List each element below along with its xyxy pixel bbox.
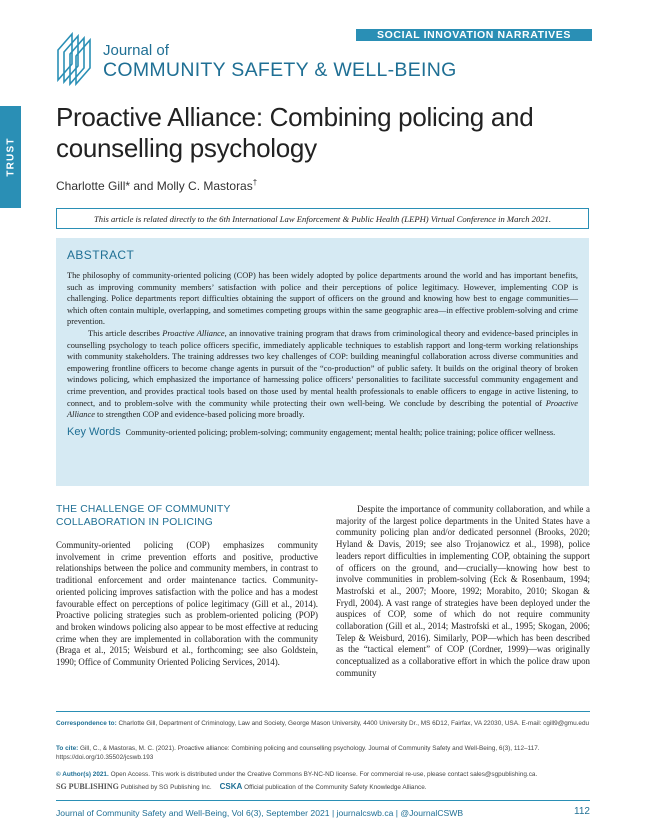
running-footer: Journal of Community Safety and Well-Being, Vol 6(3), September 2021 | journalcswb.ca | @JournalCSWB xyxy=(56,808,464,818)
footnote-divider xyxy=(56,711,590,712)
authors-footnote-mark: † xyxy=(252,178,258,187)
body-column-right xyxy=(336,504,590,680)
publisher-line: SG PUBLISHING Published by SG Publishing Inc. CSKA Official publication of the Community Safety Knowledge Alliance. xyxy=(56,782,427,791)
section-banner: SOCIAL INNOVATION NARRATIVES xyxy=(356,29,592,41)
body-paragraph: Community-oriented policing (COP) emphasizes community involvement in crime prevention efforts and positive, productive relationships between the police and community members, in contrast to traditional enforcement and order maintenance tactics. Community-oriented policing improves satisfaction with the police and has a modest favourable effect on perceptions of police legitimacy (Gill et al., 2014). Proactive policing strategies such as problem-oriented policing (POP) and broken windows policing also appear to be most effective at reducing crime when they are implemented in collaboration with the community (Braga et al., 2015; Weisburd et al., forthcoming; see also Goldstein, 1990; Office of Community Oriented Policing Services, 2014). xyxy=(56,540,318,668)
journal-name: COMMUNITY SAFETY & WELL-BEING xyxy=(103,59,457,81)
sg-publishing-logo: SG PUBLISHING xyxy=(56,782,119,791)
keywords xyxy=(67,427,578,439)
citation-note: To cite: Gill, C., & Mastoras, M. C. (2021). Proactive alliance: Combining policing and counselling psychology. Journal of Community Safety and Well-Being, 6(3), 112–117. https://doi.org/10.35502/jcswb.193 xyxy=(56,745,540,761)
authors-names: Charlotte Gill* and Molly C. Mastoras xyxy=(56,179,253,193)
body-column-left xyxy=(56,540,318,669)
page-number: 112 xyxy=(574,806,590,817)
abstract-box xyxy=(56,238,589,486)
side-tab-trust xyxy=(0,106,21,208)
abstract-paragraph-1: The philosophy of community-oriented policing (COP) has been widely adopted by police departments around the world and has important benefits, such as improving community members’ satisfaction with police and their perceptions of police legitimacy. However, implementing COP is challenging. Police departments report difficulties obtaining the support of officers on the ground and knowing how best to engage communities—which often contain multiple, overlapping, and sometimes competing groups within the same geographic area—in effective problem-solving and crime prevention. xyxy=(67,271,578,327)
abstract-paragraph-2: This article describes Proactive Alliance, an innovative training program that draws from criminological theory and evidence-based principles in counselling psychology to teach police officers specific, immediately applicable techniques to establish rapport and long-term working relationships with community stakeholders. The training addresses two key challenges of COP: building meaningful collaboration across diverse communities and empowering frontline officers to become change agents in pursuit of the “co-production” of public safety. It builds on the original theory of broken windows policing, which emphasized the importance of harnessing police officers’ personalities to facilitate successful community engagement and crime prevention, and provides practical tools based on those used by mental health professionals to enable officers to engage in active listening, to connect, and to problem-solve with the community while protecting their own well-being. We conclude by describing the potential of Proactive Alliance to strengthen COP and evidence-based policing more broadly. xyxy=(67,328,578,420)
correspondence-note: Correspondence to: Charlotte Gill, Department of Criminology, Law and Society, George Mason University, 4400 University Dr., MS 6D12, Fairfax, VA 22030, USA. E-mail: cgill9@gmu.edu xyxy=(56,720,590,727)
footer-divider xyxy=(56,800,590,801)
section-heading: THE CHALLENGE OF COMMUNITY COLLABORATION IN POLICING xyxy=(56,504,231,528)
keywords-text: Community-oriented policing; problem-solving; community engagement; mental health; police training; police officer wellness. xyxy=(125,427,556,437)
side-tab-label: TRUST xyxy=(5,137,16,177)
keywords-label: Key Words xyxy=(67,425,121,438)
body-paragraph: Despite the importance of community collaboration, and while a majority of the largest police departments in the United States have a community policing plan and/or dedicated personnel (Brooks, 2020; Hyland & Davis, 2019; see also Trojanowicz et al., 1998), police leaders report difficulties in implementing COP, obtaining the support of officers on the ground, and—crucially—knowing how best to involve communities in problem-solving (Eck & Rosenbaum, 1994; Mastrofski et al., 2007; Moore, 1992; Morabito, 2010; Skogan & Frydl, 2004). A vast range of strategies have been deployed under the auspices of COP, some of which do not require community collaboration (Gill et al., 2014; Mastrofski et al., 1995; Skogan, 2006; Telep & Weisburd, 2016). Similarly, POP—which has been described as the “tactical element” of COP (Cordner, 1999)—was originally conceptualized as a collaborative effort in which the police draw upon community xyxy=(336,504,590,678)
article-title: Proactive Alliance: Combining policing and counselling psychology xyxy=(56,102,534,163)
journal-logo-icon xyxy=(54,28,104,86)
abstract-heading: ABSTRACT xyxy=(67,248,135,262)
journal-of-label: Journal of xyxy=(103,42,169,59)
license-note: © Author(s) 2021. Open Access. This work is distributed under the Creative Commons BY-NC-ND license. For commercial re-use, please contact sales@sgpublishing.ca. xyxy=(56,771,538,778)
article-authors xyxy=(56,178,257,193)
conference-note: This article is related directly to the 6th International Law Enforcement & Public Health (LEPH) Virtual Conference in March 2021. xyxy=(56,208,589,229)
cska-logo: CSKA xyxy=(219,782,243,791)
